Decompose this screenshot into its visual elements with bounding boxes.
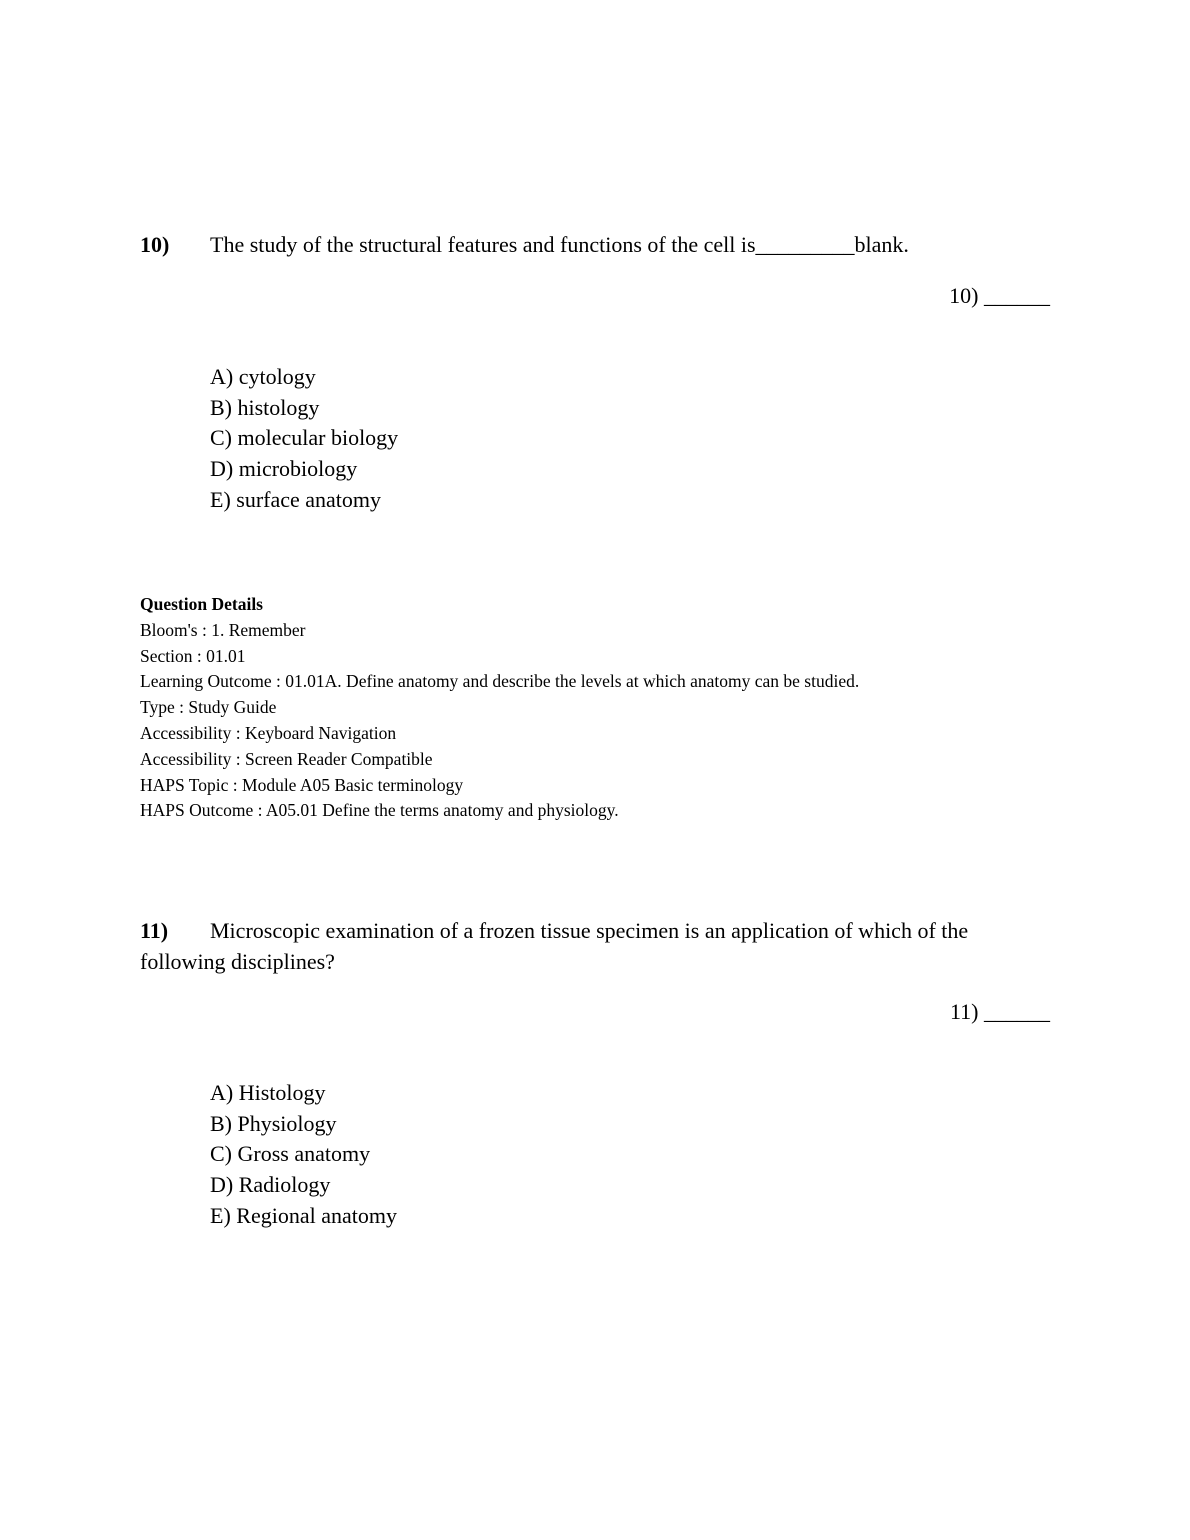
detail-learning-outcome: Learning Outcome : 01.01A. Define anatomy and describe the levels at which anatomy can be studied. xyxy=(140,671,860,692)
detail-section: Section : 01.01 xyxy=(140,645,246,666)
question-details xyxy=(140,592,859,824)
answer-options xyxy=(210,362,398,516)
option-d: D) Radiology xyxy=(210,1172,331,1198)
answer-options xyxy=(210,1078,397,1232)
option-b: B) Physiology xyxy=(210,1110,337,1136)
detail-blooms: Bloom's : 1. Remember xyxy=(140,619,306,640)
detail-haps-topic: HAPS Topic : Module A05 Basic terminology xyxy=(140,774,464,795)
detail-type: Type : Study Guide xyxy=(140,697,277,718)
option-e: E) surface anatomy xyxy=(210,486,382,512)
question-details-heading: Question Details xyxy=(140,594,263,614)
answer-blank: 11) ______ xyxy=(949,999,1050,1024)
answer-blank: 10) ______ xyxy=(949,283,1050,308)
option-e: E) Regional anatomy xyxy=(210,1202,397,1228)
question-block xyxy=(140,915,1040,977)
detail-accessibility-keyboard: Accessibility : Keyboard Navigation xyxy=(140,722,397,743)
option-c: C) molecular biology xyxy=(210,425,399,451)
detail-accessibility-screen-reader: Accessibility : Screen Reader Compatible xyxy=(140,748,433,769)
option-d: D) microbiology xyxy=(210,456,358,482)
option-a: A) cytology xyxy=(210,364,316,389)
question-text: Microscopic examination of a frozen tissue specimen is an application of which of the following disciplines? xyxy=(140,918,969,974)
question-number: 11) xyxy=(140,918,169,943)
question-text: The study of the structural features and functions of the cell is_________blank. xyxy=(210,232,909,257)
option-b: B) histology xyxy=(210,394,320,420)
detail-haps-outcome: HAPS Outcome : A05.01 Define the terms anatomy and physiology. xyxy=(140,800,619,821)
option-a: A) Histology xyxy=(210,1080,326,1105)
question-number: 10) xyxy=(140,232,170,257)
option-c: C) Gross anatomy xyxy=(210,1141,371,1167)
